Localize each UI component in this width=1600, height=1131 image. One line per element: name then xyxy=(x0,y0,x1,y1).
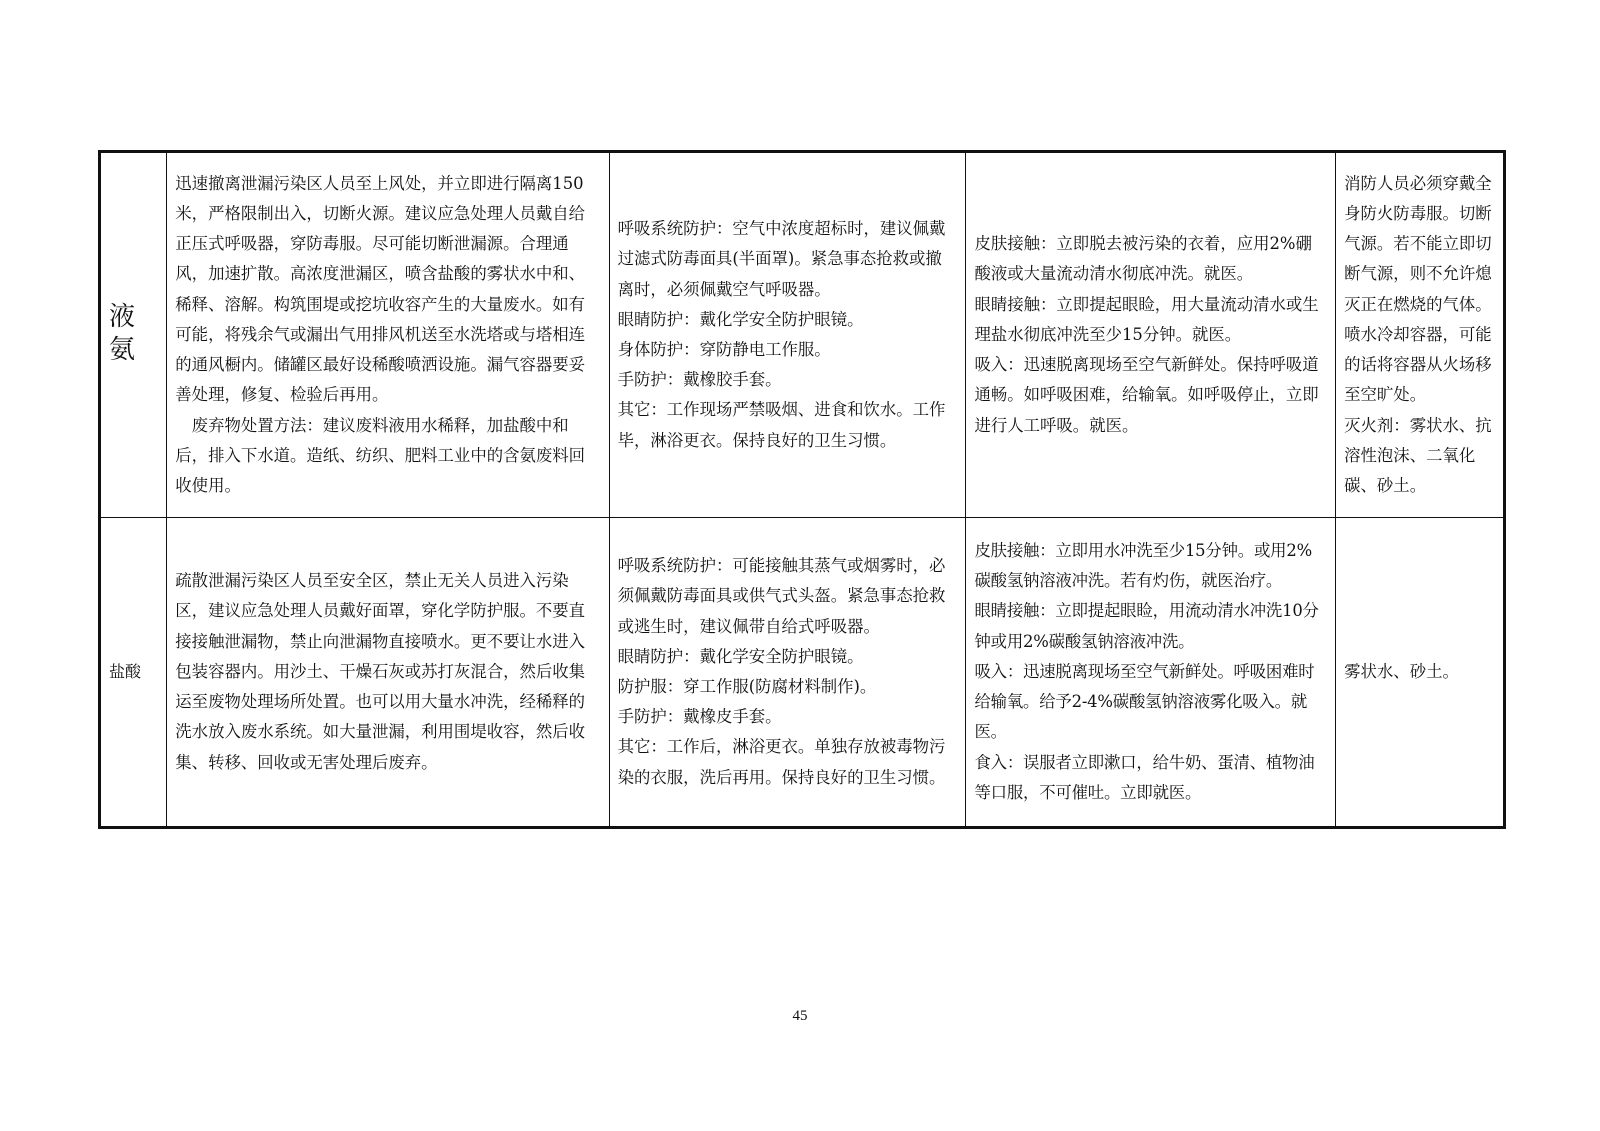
first-aid-item: 吸入：迅速脱离现场至空气新鲜处。保持呼吸道通畅。如呼吸困难，给输氧。如呼吸停止，立即进行人工呼吸。就医。 xyxy=(974,355,1319,435)
first-aid-item: 食入：误服者立即漱口，给牛奶、蛋清、植物油等口服，不可催吐。立即就医。 xyxy=(974,752,1315,802)
spill-paragraph: 废弃物处置方法：建议废料液用水稀释，加盐酸中和后，排入下水道。造纸、纺织、肥料工业中的含氨废料回收使用。 xyxy=(175,415,586,495)
protection-item: 防护服：穿工作服(防腐材料制作)。 xyxy=(617,677,877,696)
first-aid-item: 眼睛接触：立即提起眼睑，用流动清水冲洗10分钟或用2%碳酸氢钠溶液冲洗。 xyxy=(974,601,1319,651)
first-aid-cell xyxy=(966,152,1336,518)
protection-cell xyxy=(609,152,966,518)
spill-response-cell xyxy=(167,152,609,518)
chemical-name-cell xyxy=(100,152,167,518)
protection-item: 眼睛防护：戴化学安全防护眼镜。 xyxy=(617,646,864,666)
protection-item: 其它：工作后，淋浴更衣。单独存放被毒物污染的衣服，洗后再用。保持良好的卫生习惯。 xyxy=(617,737,946,787)
firefighting-cell xyxy=(1336,152,1505,518)
chemical-emergency-table xyxy=(98,150,1506,829)
table-row-ammonia xyxy=(100,152,1505,518)
firefighting-item: 雾状水、砂土。 xyxy=(1344,661,1459,681)
protection-item: 手防护：戴橡皮手套。 xyxy=(617,707,782,727)
protection-item: 呼吸系统防护：空气中浓度超标时，建议佩戴过滤式防毒面具(半面罩)。紧急事态抢救或撤离时，必须佩戴空气呼吸器。 xyxy=(617,219,946,299)
spill-paragraph: 疏散泄漏污染区人员至安全区，禁止无关人员进入污染区，建议应急处理人员戴好面罩，穿化学防护服。不要直接接触泄漏物，禁止向泄漏物直接喷水。更不要让水进入包装容器内。用沙土、干燥石灰或苏打灰混合，然后收集运至废物处理场所处置。也可以用大量水冲洗，经稀释的洗水放入废水系统。如大量泄漏，利用围堤收容，然后收集、转移、回收或无害处理后废弃。 xyxy=(175,571,586,772)
protection-item: 呼吸系统防护：可能接触其蒸气或烟雾时，必须佩戴防毒面具或供气式头盔。紧急事态抢救或逃生时，建议佩带自给式呼吸器。 xyxy=(617,556,946,636)
firefighting-cell xyxy=(1336,518,1505,828)
first-aid-item: 皮肤接触：立即脱去被污染的衣着，应用2%硼酸液或大量流动清水彻底冲洗。就医。 xyxy=(974,234,1312,284)
firefighting-item: 灭火剂：雾状水、抗溶性泡沫、二氧化碳、砂土。 xyxy=(1344,415,1492,495)
firefighting-item: 消防人员必须穿戴全身防火防毒服。切断气源。若不能立即切断气源，则不允许熄灭正在燃烧的气体。喷水冷却容器，可能的话将容器从火场移至空旷处。 xyxy=(1344,173,1492,405)
first-aid-cell xyxy=(966,518,1336,828)
protection-item: 身体防护：穿防静电工作服。 xyxy=(617,340,831,359)
spill-response-cell xyxy=(167,518,609,828)
protection-item: 手防护：戴橡胶手套。 xyxy=(617,370,782,390)
chemical-name: 盐酸 xyxy=(109,661,142,681)
table-row-hydrochloric-acid xyxy=(100,518,1505,828)
first-aid-item: 吸入：迅速脱离现场至空气新鲜处。呼吸困难时给输氧。给予2-4%碳酸氢钠溶液雾化吸入。就医。 xyxy=(974,661,1315,742)
spill-paragraph: 迅速撤离泄漏污染区人员至上风处，并立即进行隔离150米，严格限制出入，切断火源。建议应急处理人员戴自给正压式呼吸器，穿防毒服。尽可能切断泄漏源。合理通风，加速扩散。高浓度泄漏区，喷含盐酸的雾状水中和、稀释、溶解。构筑围堤或挖坑收容产生的大量废水。如有可能，将残余气或漏出气用排风机送至水洗塔或与塔相连的通风橱内。储罐区最好设稀酸喷洒设施。漏气容器要妥善处理，修复、检验后再用。 xyxy=(175,173,586,405)
chemical-name: 液氨 xyxy=(109,301,138,365)
protection-item: 眼睛防护：戴化学安全防护眼镜。 xyxy=(617,309,864,329)
page-number: 45 xyxy=(792,1008,808,1024)
first-aid-item: 皮肤接触：立即用水冲洗至少15分钟。或用2%碳酸氢钠溶液冲洗。若有灼伤，就医治疗。 xyxy=(974,541,1312,591)
protection-cell xyxy=(609,518,966,828)
first-aid-item: 眼睛接触：立即提起眼睑，用大量流动清水或生理盐水彻底冲洗至少15分钟。就医。 xyxy=(974,294,1319,344)
protection-item: 其它：工作现场严禁吸烟、进食和饮水。工作毕，淋浴更衣。保持良好的卫生习惯。 xyxy=(617,400,946,450)
chemical-name-cell xyxy=(100,518,167,828)
